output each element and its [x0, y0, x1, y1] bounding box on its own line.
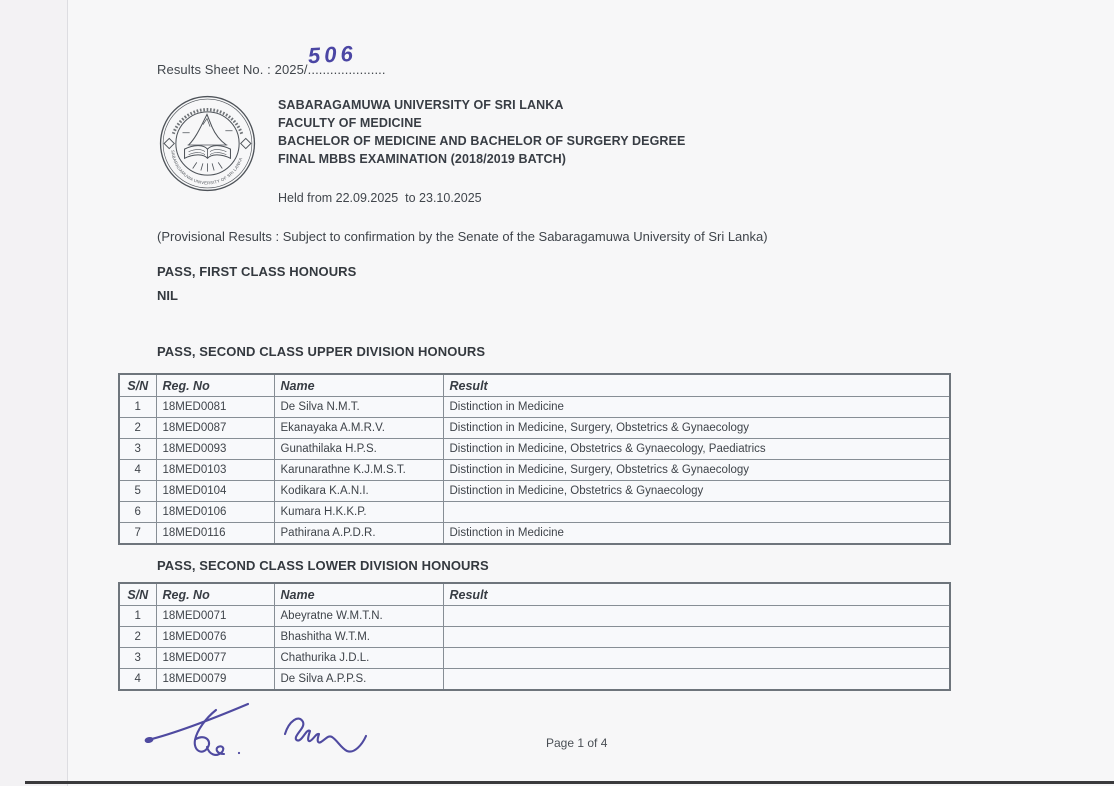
- cell-regno: 18MED0071: [156, 606, 274, 627]
- table-row: [119, 523, 950, 545]
- cell-result: Distinction in Medicine, Obstetrics & Gynaecology: [443, 481, 950, 502]
- cell-name: De Silva A.P.P.S.: [274, 669, 443, 691]
- table-row: [119, 648, 950, 669]
- column-header-result: Result: [443, 583, 950, 606]
- signature-2: [285, 719, 366, 752]
- cell-result: Distinction in Medicine, Surgery, Obstetrics & Gynaecology: [443, 460, 950, 481]
- cell-name: De Silva N.M.T.: [274, 397, 443, 418]
- cell-result: [443, 502, 950, 523]
- university-seal-logo: [158, 94, 257, 193]
- table-row: [119, 669, 950, 691]
- cell-sn: 4: [119, 669, 156, 691]
- cell-sn: 5: [119, 481, 156, 502]
- cell-name: Kodikara K.A.N.I.: [274, 481, 443, 502]
- column-header-sn: S/N: [119, 374, 156, 397]
- page-footer: Page 1 of 4: [546, 736, 608, 750]
- cell-regno: 18MED0076: [156, 627, 274, 648]
- cell-result: Distinction in Medicine, Surgery, Obstetrics & Gynaecology: [443, 418, 950, 439]
- column-header-result: Result: [443, 374, 950, 397]
- scan-bottom-edge: [25, 781, 1114, 784]
- cell-name: Gunathilaka H.P.S.: [274, 439, 443, 460]
- table-row: [119, 418, 950, 439]
- cell-regno: 18MED0093: [156, 439, 274, 460]
- first-class-nil-value: NIL: [157, 288, 178, 303]
- exam-dates: Held from 22.09.2025 to 23.10.2025: [278, 191, 482, 205]
- cell-name: Chathurika J.D.L.: [274, 648, 443, 669]
- upper-division-table: [118, 373, 951, 545]
- sheet-number-label: Results Sheet No. : 2025/.....................: [157, 62, 386, 77]
- table-row: [119, 397, 950, 418]
- cell-name: Ekanayaka A.M.R.V.: [274, 418, 443, 439]
- table-row: [119, 627, 950, 648]
- table-row: [119, 460, 950, 481]
- seal-bottom-text: SABARAGAMUWA UNIVERSITY OF SRI LANKA: [170, 149, 244, 186]
- cell-result: [443, 606, 950, 627]
- column-header-sn: S/N: [119, 583, 156, 606]
- column-header-name: Name: [274, 583, 443, 606]
- cell-regno: 18MED0104: [156, 481, 274, 502]
- section-title-lower-division: PASS, SECOND CLASS LOWER DIVISION HONOURS: [157, 558, 489, 573]
- cell-regno: 18MED0103: [156, 460, 274, 481]
- section-title-first-class: PASS, FIRST CLASS HONOURS: [157, 264, 357, 279]
- handwritten-sheet-number: 506: [307, 40, 358, 69]
- table-row: [119, 502, 950, 523]
- cell-regno: 18MED0106: [156, 502, 274, 523]
- cell-result: [443, 627, 950, 648]
- cell-result: [443, 669, 950, 691]
- cell-sn: 1: [119, 397, 156, 418]
- cell-name: Kumara H.K.K.P.: [274, 502, 443, 523]
- cell-result: [443, 648, 950, 669]
- cell-sn: 6: [119, 502, 156, 523]
- cell-sn: 3: [119, 648, 156, 669]
- column-header-regno: Reg. No: [156, 374, 274, 397]
- section-title-upper-division: PASS, SECOND CLASS UPPER DIVISION HONOURS: [157, 344, 486, 359]
- column-header-regno: Reg. No: [156, 583, 274, 606]
- cell-regno: 18MED0077: [156, 648, 274, 669]
- scan-left-margin: [0, 0, 68, 786]
- cell-sn: 1: [119, 606, 156, 627]
- cell-result: Distinction in Medicine, Obstetrics & Gynaecology, Paediatrics: [443, 439, 950, 460]
- table-row: [119, 439, 950, 460]
- cell-sn: 2: [119, 627, 156, 648]
- cell-sn: 7: [119, 523, 156, 545]
- lower-division-table: [118, 582, 951, 691]
- provisional-note: (Provisional Results : Subject to confirmation by the Senate of the Sabaragamuwa University of Sri Lanka): [157, 229, 768, 244]
- cell-regno: 18MED0116: [156, 523, 274, 545]
- cell-sn: 4: [119, 460, 156, 481]
- exam-name: FINAL MBBS EXAMINATION (2018/2019 BATCH): [278, 152, 567, 166]
- cell-name: Pathirana A.P.D.R.: [274, 523, 443, 545]
- cell-regno: 18MED0081: [156, 397, 274, 418]
- table-header-row: [119, 583, 950, 606]
- table-row: [119, 481, 950, 502]
- cell-result: Distinction in Medicine: [443, 397, 950, 418]
- university-name: SABARAGAMUWA UNIVERSITY OF SRI LANKA: [278, 98, 564, 112]
- cell-regno: 18MED0079: [156, 669, 274, 691]
- signature-1: [145, 704, 248, 755]
- table-row: [119, 606, 950, 627]
- degree-name: BACHELOR OF MEDICINE AND BACHELOR OF SURGERY DEGREE: [278, 134, 686, 148]
- faculty-name: FACULTY OF MEDICINE: [278, 116, 422, 130]
- cell-regno: 18MED0087: [156, 418, 274, 439]
- cell-name: Bhashitha W.T.M.: [274, 627, 443, 648]
- table-header-row: [119, 374, 950, 397]
- document-header: [278, 96, 685, 168]
- cell-result: Distinction in Medicine: [443, 523, 950, 545]
- cell-name: Abeyratne W.M.T.N.: [274, 606, 443, 627]
- cell-sn: 3: [119, 439, 156, 460]
- handwritten-signatures: [138, 696, 388, 780]
- cell-sn: 2: [119, 418, 156, 439]
- cell-name: Karunarathne K.J.M.S.T.: [274, 460, 443, 481]
- column-header-name: Name: [274, 374, 443, 397]
